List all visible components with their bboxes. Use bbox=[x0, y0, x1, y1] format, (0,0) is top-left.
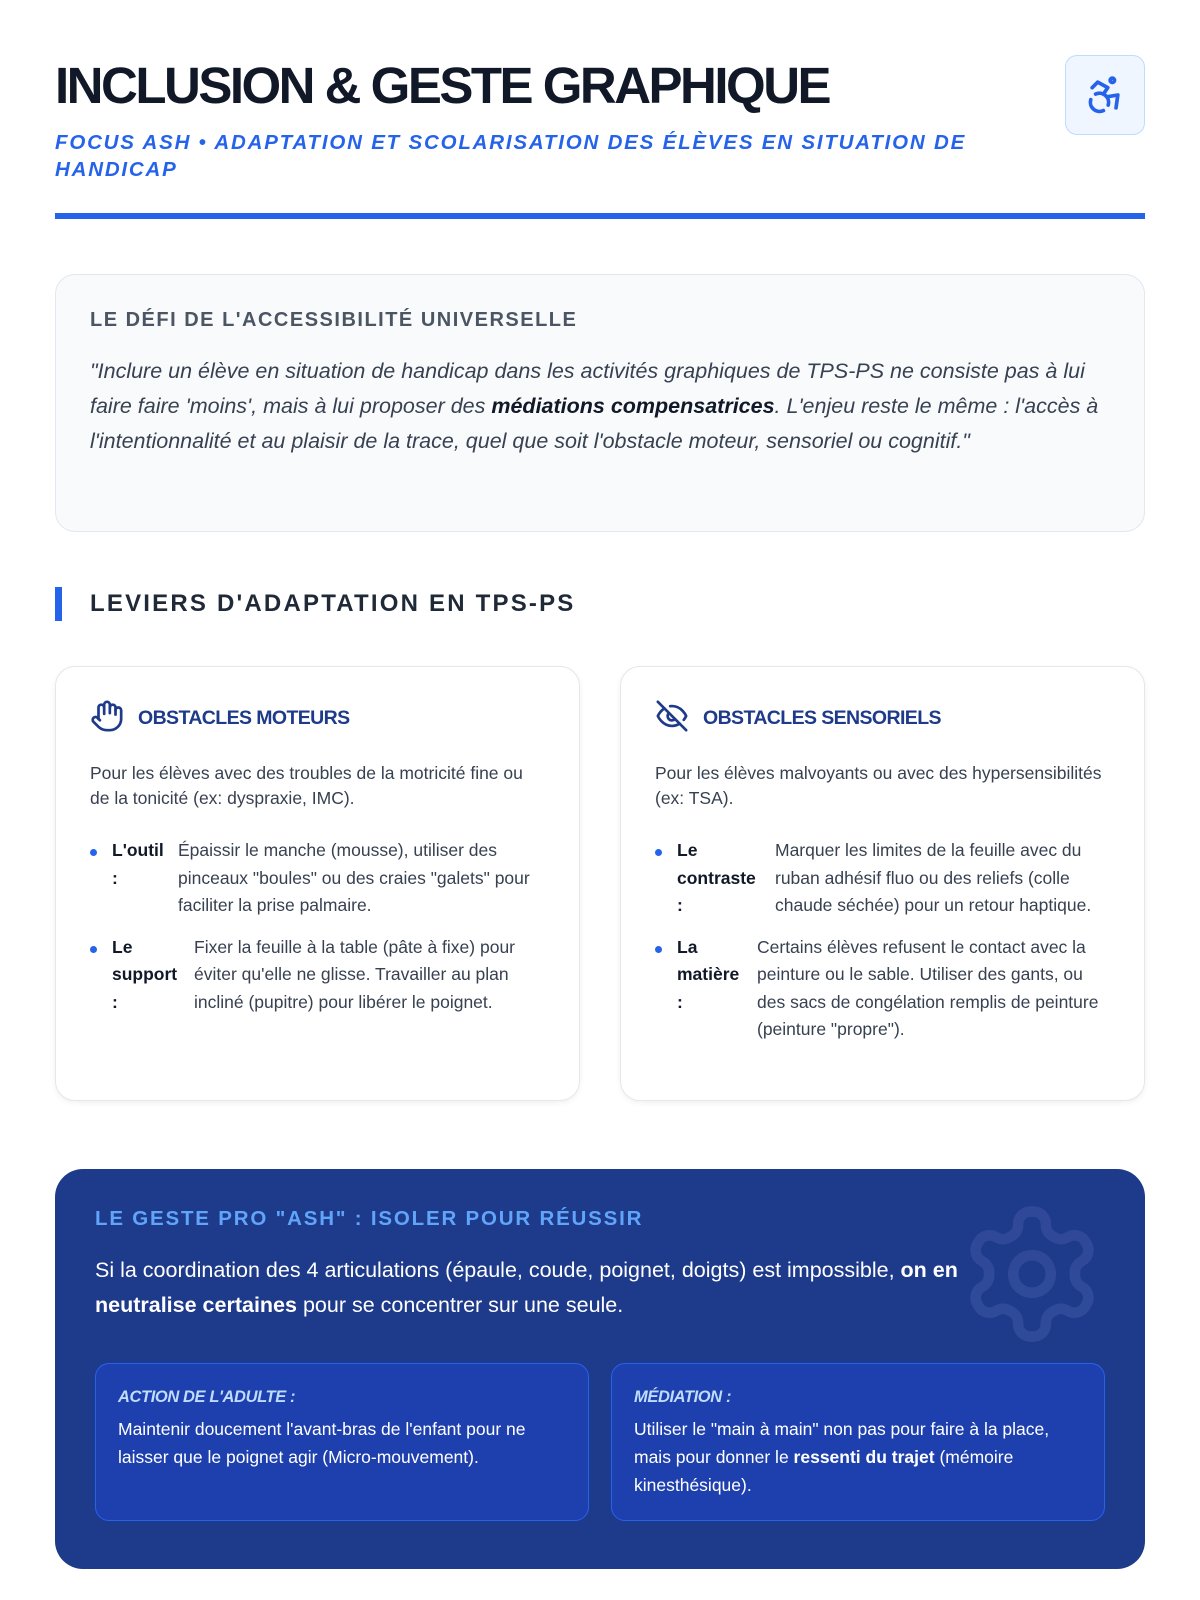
challenge-title: LE DÉFI DE L'ACCESSIBILITÉ UNIVERSELLE bbox=[90, 309, 578, 331]
header-divider bbox=[55, 213, 1145, 219]
bullet-icon bbox=[655, 849, 662, 856]
pro-title: LE GESTE PRO "ASH" : ISOLER POUR RÉUSSIR bbox=[95, 1207, 644, 1230]
card-header bbox=[655, 701, 1110, 735]
challenge-quote-emphasis: médiations compensatrices bbox=[491, 394, 775, 418]
box-text bbox=[118, 1415, 566, 1471]
box-text-part: Maintenir doucement l'avant-bras de l'enfant pour ne laisser que le poignet agir (Micro-mouvement). bbox=[118, 1419, 526, 1467]
item-text: Fixer la feuille à la table (pâte à fixe) pour éviter qu'elle ne glisse. Travailler au plan incliné (pupitre) pour libérer le poignet. bbox=[194, 936, 515, 1012]
item-label: L'outil : bbox=[112, 840, 164, 888]
bullet-icon bbox=[90, 946, 97, 953]
box-text-part: (mémoire kinesthésique). bbox=[634, 1447, 1014, 1495]
page-subtitle: FOCUS ASH • ADAPTATION ET SCOLARISATION DES ÉLÈVES EN SITUATION DE HANDICAP bbox=[55, 131, 967, 181]
box-text-emphasis: ressenti du trajet bbox=[793, 1447, 935, 1467]
wheelchair-accessibility-icon bbox=[1065, 55, 1145, 135]
item-text: Marquer les limites de la feuille avec du ruban adhésif fluo ou des reliefs (colle chaude séchée) pour un retour haptique. bbox=[775, 840, 1092, 915]
page-title: INCLUSION & GESTE GRAPHIQUE bbox=[55, 57, 830, 114]
item-text: Certains élèves refusent le contact avec la peinture ou le sable. Utiliser des gants, ou des sacs de congélation remplis de peinture (peinture "propre"). bbox=[757, 936, 1099, 1039]
page-header bbox=[55, 0, 1145, 219]
pro-text-part: pour se concentrer sur une seule. bbox=[296, 1293, 624, 1317]
bullet-icon bbox=[90, 849, 97, 856]
pro-text-part: Si la coordination des 4 articulations (épaule, coude, poignet, doigts) est impossible, bbox=[95, 1258, 901, 1282]
card-sensory-obstacles bbox=[620, 666, 1145, 1101]
section-accent-bar bbox=[55, 587, 62, 621]
hand-icon bbox=[90, 699, 124, 738]
eye-off-icon bbox=[655, 699, 689, 738]
card-motor-obstacles bbox=[55, 666, 580, 1101]
adult-action-box bbox=[95, 1363, 589, 1521]
card-intro: Pour les élèves malvoyants ou avec des hypersensibilités (ex: TSA). bbox=[655, 763, 1102, 808]
card-header bbox=[90, 701, 545, 735]
item-label: Le support : bbox=[112, 936, 178, 1012]
list-item bbox=[90, 837, 545, 920]
pro-text-emphasis: on en neutralise certaines bbox=[95, 1258, 958, 1317]
box-title: ACTION DE L'ADULTE : bbox=[118, 1388, 296, 1406]
challenge-quote-part: . L'enjeu reste le même : l'accès à l'intentionnalité et au plaisir de la trace, quel que soit l'obstacle moteur, sensoriel ou cognitif." bbox=[90, 394, 1099, 453]
list-item bbox=[90, 934, 545, 1017]
card-list bbox=[90, 837, 545, 1016]
challenge-quote-part: "Inclure un élève en situation de handicap dans les activités graphiques de TPS-PS ne consiste pas à lui faire faire 'moins', mais à lui proposer des bbox=[90, 359, 1085, 418]
item-text: Épaissir le manche (mousse), utiliser des pinceaux "boules" ou des craies "galets" pour faciliter la prise palmaire. bbox=[178, 840, 530, 915]
item-label: Le contraste : bbox=[677, 840, 756, 915]
list-item bbox=[655, 837, 1110, 920]
card-list bbox=[655, 837, 1110, 1044]
card-title: OBSTACLES MOTEURS bbox=[138, 706, 350, 729]
section-title: LEVIERS D'ADAPTATION EN TPS-PS bbox=[90, 590, 576, 617]
box-text bbox=[634, 1415, 1082, 1499]
box-title: MÉDIATION : bbox=[634, 1388, 732, 1406]
pro-boxes bbox=[95, 1363, 1105, 1521]
challenge-quote bbox=[90, 354, 1110, 459]
pro-gesture-panel bbox=[55, 1169, 1145, 1569]
challenge-card bbox=[55, 274, 1145, 532]
adaptation-cards bbox=[55, 666, 1145, 1101]
box-text-part: Utiliser le "main à main" non pas pour faire à la place, mais pour donner le bbox=[634, 1419, 1050, 1467]
list-item bbox=[655, 934, 1110, 1044]
card-title: OBSTACLES SENSORIELS bbox=[703, 706, 941, 729]
bullet-icon bbox=[655, 946, 662, 953]
item-label: La matière : bbox=[677, 936, 740, 1012]
section-heading bbox=[55, 587, 1145, 621]
card-intro: Pour les élèves avec des troubles de la motricité fine ou de la tonicité (ex: dyspraxie, IMC). bbox=[90, 763, 523, 808]
pro-text bbox=[95, 1253, 1045, 1323]
mediation-box bbox=[611, 1363, 1105, 1521]
